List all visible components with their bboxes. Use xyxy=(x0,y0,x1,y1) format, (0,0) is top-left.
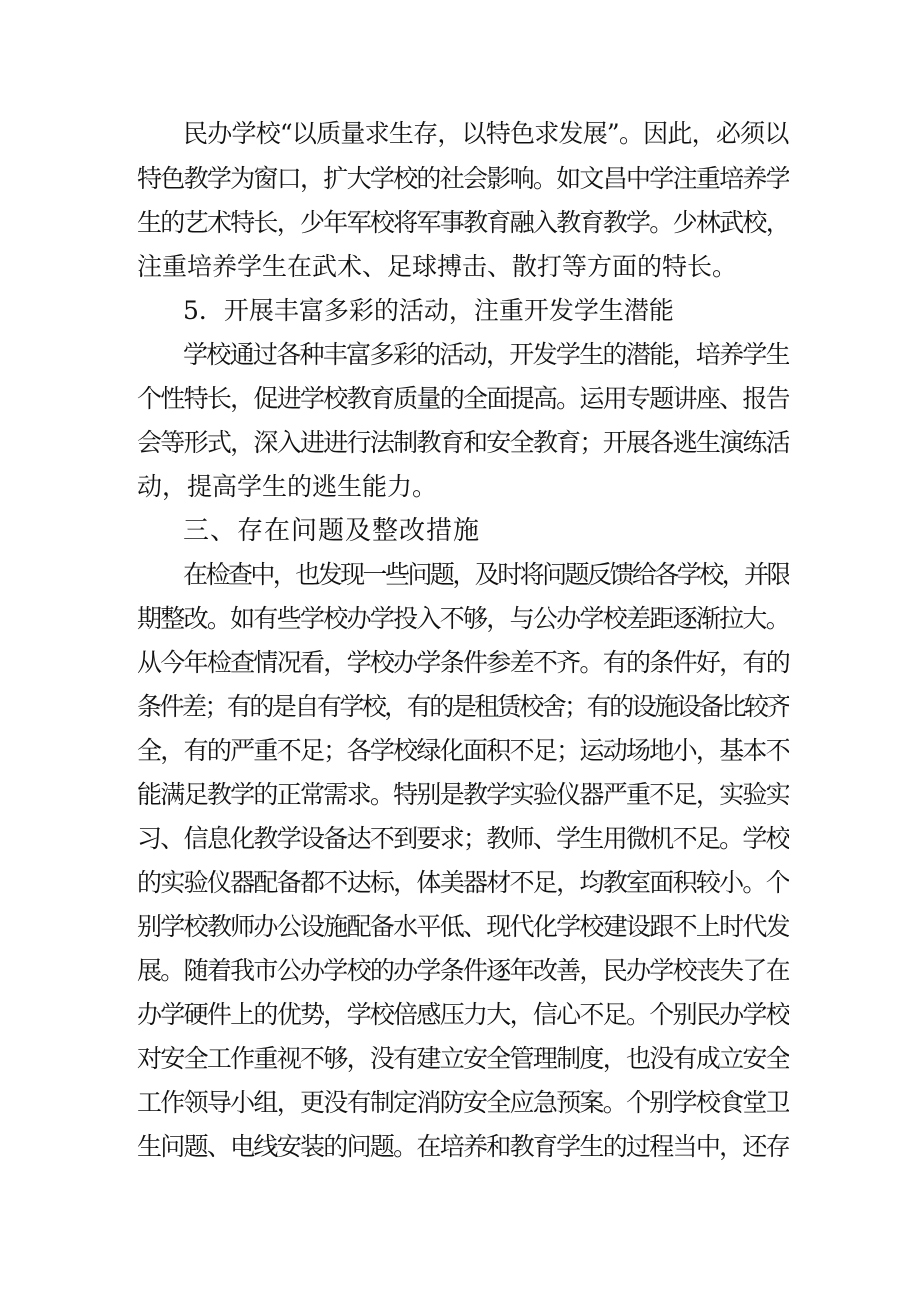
paragraph-3-line-14: 生问题、电线安装的问题。在培养和教育学生的过程当中，还存 xyxy=(137,1132,789,1161)
paragraph-3-line-3: 从今年检查情况看，学校办学条件参差不齐。有的条件好，有的 xyxy=(137,648,789,677)
paragraph-1-line-3: 生的艺术特长，少年军校将军事教育融入教育教学。少林武校， xyxy=(137,208,789,237)
paragraph-2-line-1: 学校通过各种丰富多彩的活动，开发学生的潜能，培养学生 xyxy=(183,340,789,369)
paragraph-3-line-4: 条件差；有的是自有学校，有的是租赁校舍；有的设施设备比较齐 xyxy=(137,692,789,721)
paragraph-2-line-2: 个性特长，促进学校教育质量的全面提高。运用专题讲座、报告 xyxy=(137,384,789,413)
paragraph-3-line-12: 对安全工作重视不够，没有建立安全管理制度，也没有成立安全 xyxy=(137,1044,789,1073)
paragraph-3-line-11: 办学硬件上的优势，学校倍感压力大，信心不足。个别民办学校 xyxy=(137,1000,789,1029)
section-heading: 三、存在问题及整改措施 xyxy=(183,516,481,546)
paragraph-3-line-7: 习、信息化教学设备达不到要求；教师、学生用微机不足。学校 xyxy=(137,824,789,853)
paragraph-1-line-4: 注重培养学生在武术、足球搏击、散打等方面的特长。 xyxy=(137,252,738,281)
paragraph-3-line-6: 能满足教学的正常需求。特别是教学实验仪器严重不足，实验实 xyxy=(137,780,789,809)
paragraph-2-line-4: 动，提高学生的逃生能力。 xyxy=(137,472,438,501)
subheading-5: 5．开展丰富多彩的活动，注重开发学生潜能 xyxy=(183,296,674,325)
paragraph-1-line-1: 民办学校“以质量求生存，以特色求发展”。因此，必须以 xyxy=(183,119,789,148)
paragraph-3-line-10: 展。随着我市公办学校的办学条件逐年改善，民办学校丧失了在 xyxy=(137,956,789,985)
paragraph-3-line-1: 在检查中，也发现一些问题，及时将问题反馈给各学校，并限 xyxy=(183,560,789,589)
paragraph-3-line-8: 的实验仪器配备都不达标，体美器材不足，均教室面积较小。个 xyxy=(137,868,789,897)
paragraph-3-line-5: 全，有的严重不足；各学校绿化面积不足；运动场地小，基本不 xyxy=(137,736,789,765)
paragraph-3-line-13: 工作领导小组，更没有制定消防安全应急预案。个别学校食堂卫 xyxy=(137,1088,789,1117)
paragraph-2-line-3: 会等形式，深入进进行法制教育和安全教育；开展各逃生演练活 xyxy=(137,428,789,457)
paragraph-3-line-2: 期整改。如有些学校办学投入不够，与公办学校差距逐渐拉大。 xyxy=(137,604,789,633)
paragraph-3-line-9: 别学校教师办公设施配备水平低、现代化学校建设跟不上时代发 xyxy=(137,912,789,941)
paragraph-1-line-2: 特色教学为窗口，扩大学校的社会影响。如文昌中学注重培养学 xyxy=(137,164,789,193)
